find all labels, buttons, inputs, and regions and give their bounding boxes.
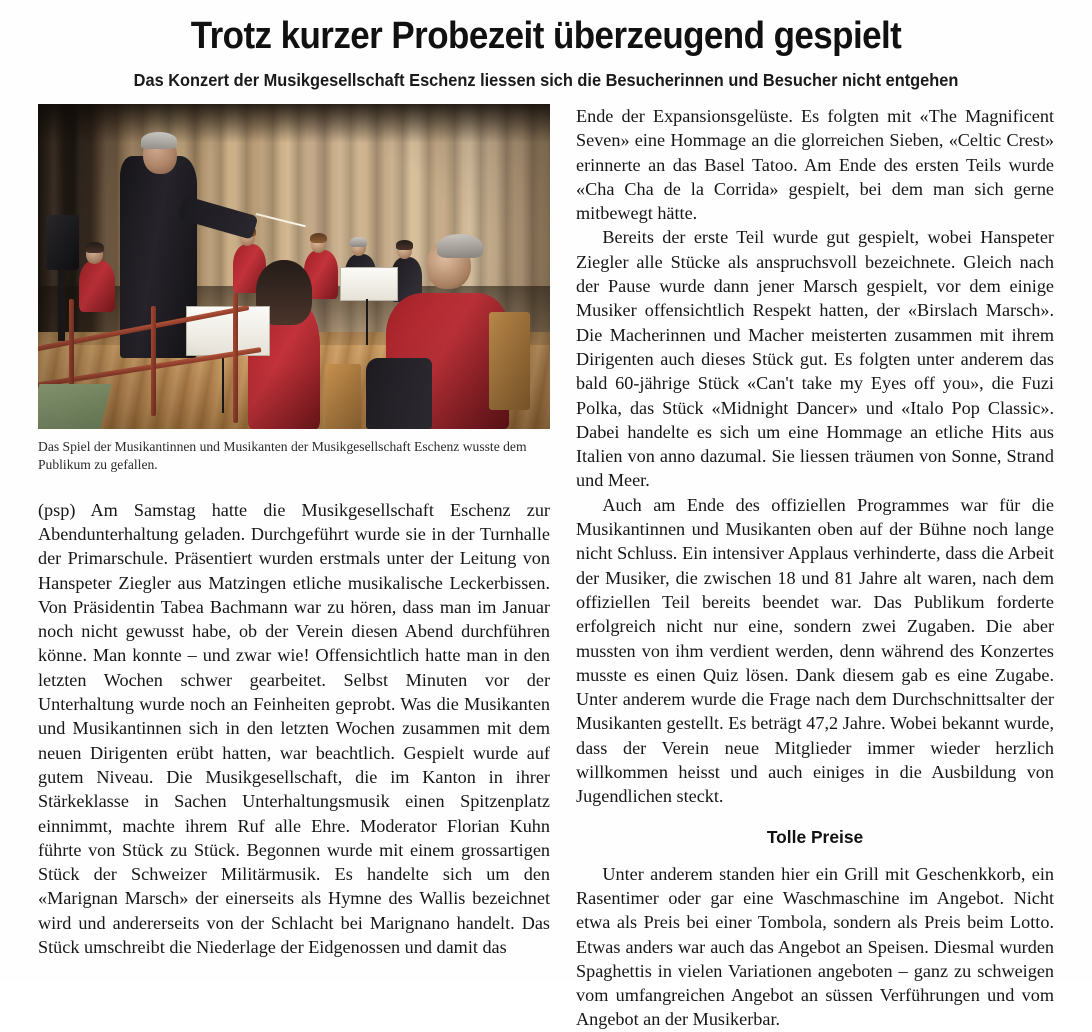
paragraph: Unter anderem standen hier ein Grill mit Geschenkkorb, ein Rasentimer oder gar eine Waschmaschine im Angebot. Nicht etwa als Preis bei einer Tombola, sondern als Preis beim Lotto. Etwas anders war auch das Angebot an Speisen. Diesmal wurden Spaghettis in vielen Variationen angeboten – ganz zu schweigen vom umfangreichen Angebot an süssen Verführungen und vom Angebot an der Musikerbar.	[576, 863, 1054, 1030]
headline-block	[0, 0, 1092, 91]
right-column	[576, 104, 1054, 1032]
left-column	[38, 104, 550, 1032]
article-photo	[38, 104, 550, 429]
article-subheadline: Das Konzert der Musikgesellschaft Eschenz liessen sich die Besucherinnen und Besucher nicht entgehen	[133, 70, 959, 91]
photo-vignette	[38, 104, 550, 429]
paragraph: Ende der Expansionsgelüste. Es folgten mit «The Magnificent Seven» eine Hommage an die glorreichen Sieben, «Celtic Crest» erinnerte an das Basel Tatoo. Am Ende des ersten Teils wurde «Cha Cha de la Corrida» gespielt, bei dem man sich gerne mitbewegt hätte.	[576, 106, 1054, 224]
left-column-text	[38, 498, 550, 960]
paragraph: Bereits der erste Teil wurde gut gespielt, wobei Hanspeter Ziegler alle Stücke als anspruchsvoll bezeichnete. Gleich nach der Pause wurde dann jener Marsch gespielt, vor dem einige Musiker offensichtlich Respekt hatten, der «Birslach Marsch». Die Macherinnen und Macher meisterten zusammen mit ihrem Dirigenten auch dieses Stück gut. Es folgten unter anderem das bald 60-jährige Stück «Can't take my Eyes off you», die Fuzi Polka, das Stück «Midnight Dancer» und «Italo Pop Classic». Dabei handelte es sich um eine Hommage an etliche Hits aus Italien von anno dazumal. Sie liessen träumen von Sonne, Strand und Meer.	[576, 227, 1054, 491]
right-column-section-text	[576, 862, 1054, 1032]
paragraph: (psp) Am Samstag hatte die Musikgesellschaft Eschenz zur Abendunterhaltung geladen. Durchgeführt wurde sie in der Turnhalle der Primarschule. Präsentiert wurden erstmals unter der Leitung von Hanspeter Ziegler aus Matzingen etliche musikalische Leckerbissen. Von Präsidentin Tabea Bachmann war zu hören, dass man im Januar noch nicht gewusst habe, ob der Verein diesen Abend durchführen könne. Man konnte – und zwar wie! Offensichtlich hatte man in den letzten Wochen schwer gearbeitet. Selbst Minuten vor der Unterhaltung wurde noch an Feinheiten geprobt. Was die Musikanten und Musikantinnen sich in den letzten Wochen zusammen mit dem neuen Dirigenten erübt hatten, war beachtlich. Gespielt wurde auf gutem Niveau. Die Musikgesellschaft, die im Kanton in ihrer Stärkeklasse in Sachen Unterhaltungsmusik einen Spitzenplatz einnimmt, machte ihrem Ruf alle Ehre. Moderator Florian Kuhn führte von Stück zu Stück. Begonnen wurde mit einem grossartigen Stück der Schweizer Militärmusik. Es handelte sich um den «Marignan Marsch» der einerseits als Hymne des Wallis bezeichnet wird und andererseits von der Schlacht bei Marignano handelt. Das Stück umschreibt die Niederlage der Eidgenossen und damit das	[38, 499, 550, 958]
photo-scene	[38, 104, 550, 429]
right-column-text	[576, 104, 1054, 809]
page-title: Trotz kurzer Probezeit überzeugend gespielt	[190, 15, 902, 57]
paragraph: Auch am Ende des offiziellen Programmes war für die Musikantinnen und Musikanten oben auf der Bühne noch lange nicht Schluss. Ein intensiver Applaus verhinderte, dass die Arbeit der Musiker, die zwischen 18 und 81 Jahre alt waren, nach dem offiziellen Teil bereits beendet war. Das Publikum forderte erfolgreich nicht nur eine, sondern zwei Zugaben. Die aber mussten von ihm verdient werden, denn während des Konzertes musste es einen Quiz lösen. Dank diesem gab es eine Zugabe. Unter anderem wurde die Frage nach dem Durchschnittsalter der Musikanten gestellt. Es beträgt 47,2 Jahre. Wobei bekannt wurde, dass der Verein neue Mitglieder immer wieder herzlich willkommen heisst und auch einiges in die Ausbildung von Jugendlichen steckt.	[576, 494, 1054, 807]
section-heading: Tolle Preise	[766, 826, 864, 847]
photo-caption: Das Spiel der Musikantinnen und Musikanten der Musikgesellschaft Eschenz wusste dem Publikum zu gefallen.	[38, 439, 527, 473]
article-columns	[38, 104, 1054, 1032]
